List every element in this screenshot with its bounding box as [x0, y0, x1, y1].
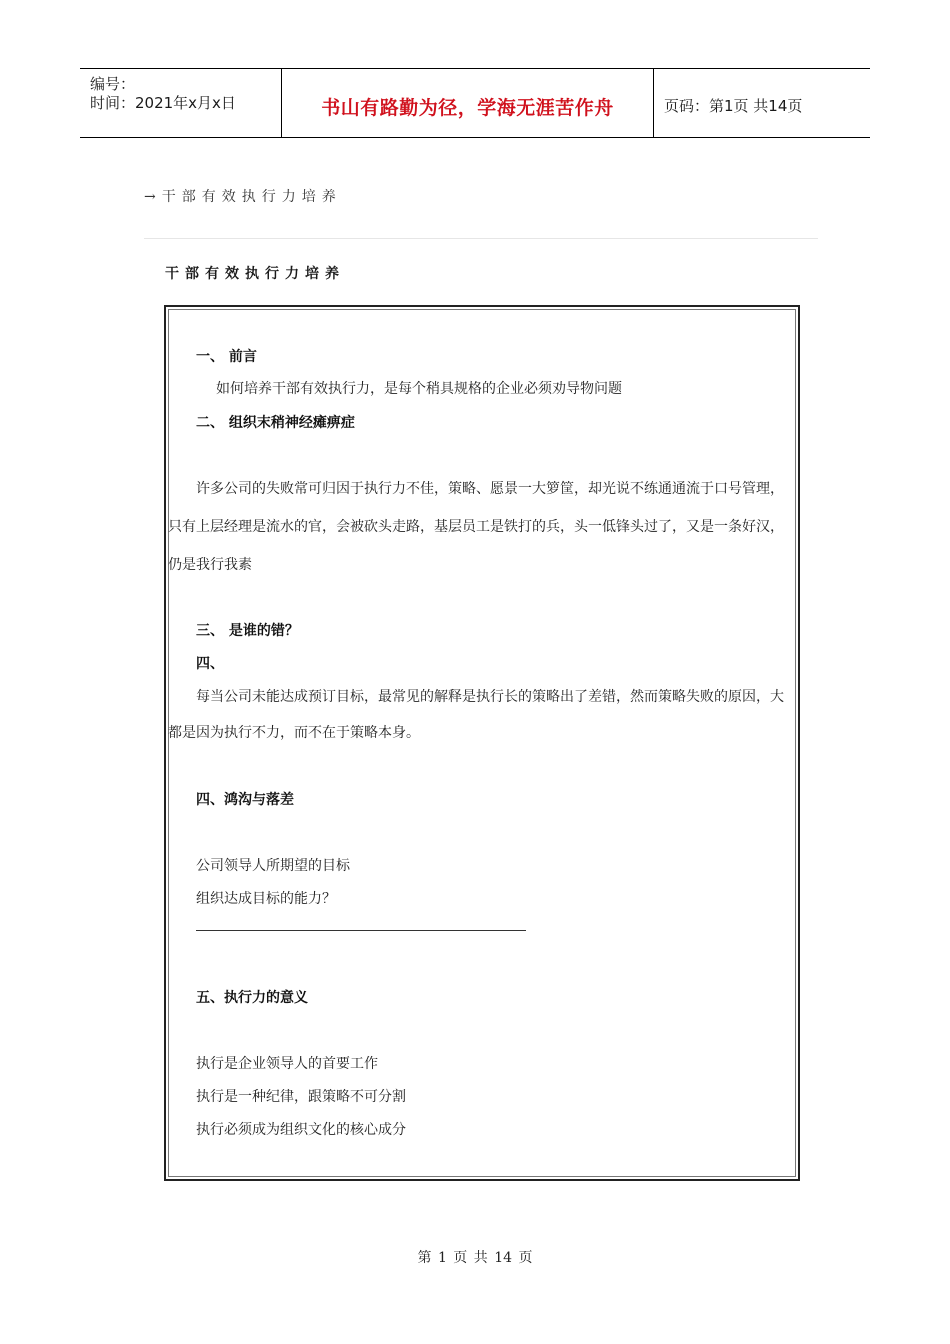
header-motto: 书山有路勤为径，学海无涯苦作舟	[321, 97, 614, 119]
section-2-paragraph-line-1: 许多公司的失败常可归因于执行力不佳，策略、愿景一大箩筐，却光说不练通通流于口号管理，	[196, 481, 784, 497]
section-1-text: 如何培养干部有效执行力，是每个稍具规格的企业必须劝导物问题	[216, 381, 622, 397]
section-3-paragraph-line-1: 每当公司未能达成预订目标，最常见的解释是执行长的策略出了差错，然而策略失败的原因，大	[196, 689, 784, 705]
section-5-heading: 五、执行力的意义	[196, 990, 308, 1006]
content-box-inner-border	[168, 309, 796, 1177]
header-page-label: 页码：第1页 共14页	[664, 97, 803, 115]
content-box	[164, 305, 800, 1181]
header-table	[80, 68, 870, 138]
document-title: 干部有效执行力培养	[165, 266, 345, 282]
section-3-heading: 三、 是谁的错？	[196, 623, 299, 639]
section-5-line-1: 执行是企业领导人的首要工作	[196, 1056, 378, 1072]
section-3-sub-heading: 四、	[196, 656, 224, 672]
page-footer: 第 1 页 共 14 页	[417, 1250, 533, 1266]
section-4-heading: 四、鸿沟与落差	[196, 792, 294, 808]
section-4-line-2: 组织达成目标的能力？	[196, 891, 336, 907]
document-time-label: 时间：2021年x月x日	[90, 94, 236, 112]
section-5-line-2: 执行是一种纪律，跟策略不可分割	[196, 1089, 406, 1105]
section-2-heading: 二、 组织末稍神经瘫痹症	[196, 415, 355, 431]
header-middle-cell	[282, 69, 654, 137]
section-2-paragraph-line-2: 只有上层经理是流水的官，会被砍头走路，基层员工是铁打的兵，头一低锋头过了，又是一条好汉，	[168, 519, 784, 535]
section-5-line-3: 执行必须成为组织文化的核心成分	[196, 1122, 406, 1138]
section-2-paragraph-line-3: 仍是我行我素	[168, 557, 252, 573]
nav-title: →干部有效执行力培养	[144, 189, 342, 205]
nav-divider	[144, 238, 818, 239]
document-code-label: 编号：	[90, 75, 136, 93]
fill-in-underline	[196, 930, 526, 931]
header-right-cell	[654, 69, 870, 137]
section-3-paragraph-line-2: 都是因为执行不力，而不在于策略本身。	[168, 725, 420, 741]
header-left-cell	[80, 69, 282, 137]
section-1-heading: 一、 前言	[196, 349, 257, 365]
section-4-line-1: 公司领导人所期望的目标	[196, 858, 350, 874]
